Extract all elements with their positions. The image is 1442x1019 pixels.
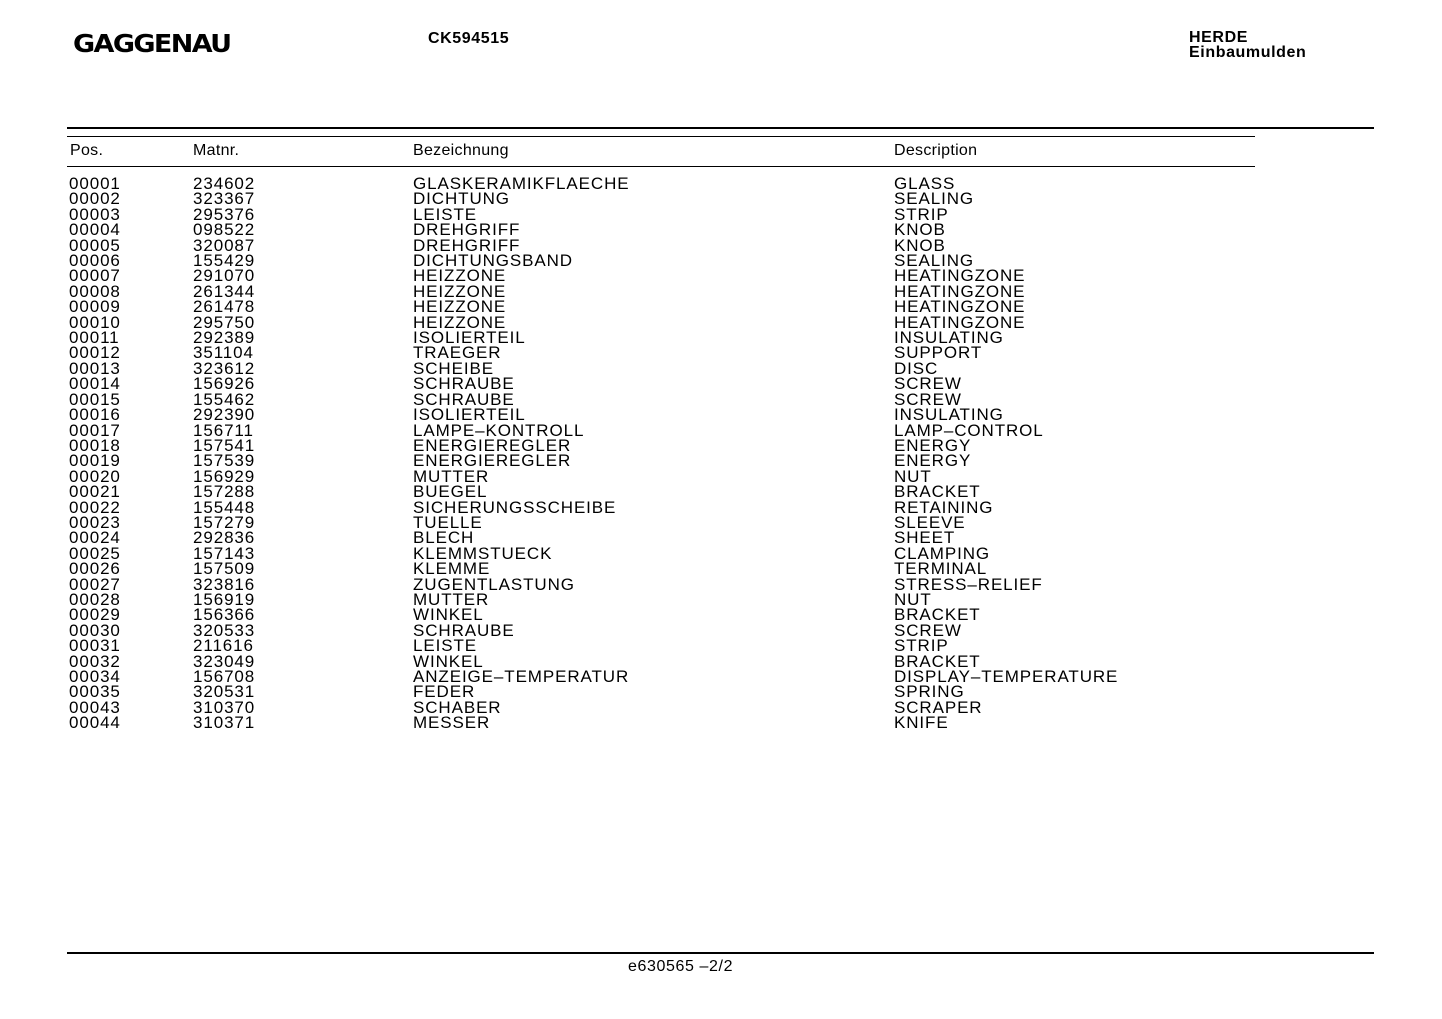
column-header-pos: Pos. <box>70 142 104 159</box>
matnr-cell: 310370 <box>193 697 256 717</box>
description-cell: BRACKET <box>894 605 981 625</box>
description-cell: LAMP–CONTROL <box>894 420 1044 440</box>
pos-cell: 00015 <box>69 389 121 409</box>
matnr-cell: 310371 <box>193 713 256 733</box>
matnr-cell: 323049 <box>193 651 256 671</box>
bezeichnung-cell: DICHTUNGSBAND <box>413 251 573 271</box>
matnr-cell: 291070 <box>193 266 256 286</box>
bezeichnung-cell: SCHEIBE <box>413 358 494 378</box>
description-cell: HEATINGZONE <box>894 297 1026 317</box>
pos-cell: 00016 <box>69 405 121 425</box>
bezeichnung-cell: SICHERUNGSSCHEIBE <box>413 497 617 517</box>
model-number: CK594515 <box>428 30 510 47</box>
description-cell: NUT <box>894 466 932 486</box>
matnr-cell: 157509 <box>193 559 256 579</box>
category <box>1189 30 1306 60</box>
description-cell: DISC <box>894 358 939 378</box>
bezeichnung-cell: SCHRAUBE <box>413 620 515 640</box>
pos-cell: 00003 <box>69 204 121 224</box>
pos-cell: 00027 <box>69 574 121 594</box>
bezeichnung-cell: HEIZZONE <box>413 281 507 301</box>
matnr-cell: 351104 <box>193 343 254 363</box>
bezeichnung-cell: ANZEIGE–TEMPERATUR <box>413 667 630 686</box>
pos-cell: 00001 <box>69 174 121 193</box>
bezeichnung-cell: DREHGRIFF <box>413 235 521 255</box>
matnr-cell: 156708 <box>193 667 256 686</box>
bezeichnung-cell: ENERGIEREGLER <box>413 451 572 471</box>
matnr-cell: 155448 <box>193 497 256 517</box>
pos-cell: 00025 <box>69 543 121 563</box>
description-cell: SPRING <box>894 682 965 702</box>
bezeichnung-cell: HEIZZONE <box>413 297 507 317</box>
matnr-cell: 295750 <box>193 312 256 332</box>
description-cell: NUT <box>894 589 932 609</box>
description-cell: SUPPORT <box>894 343 983 363</box>
pos-cell: 00017 <box>69 420 121 440</box>
bezeichnung-cell: HEIZZONE <box>413 312 507 332</box>
description-cell: SCREW <box>894 389 962 409</box>
pos-cell: 00010 <box>69 312 121 332</box>
description-cell: HEATINGZONE <box>894 312 1026 332</box>
bezeichnung-cell: WINKEL <box>413 651 484 671</box>
description-cell: ENERGY <box>894 451 972 471</box>
description-cell: SLEEVE <box>894 512 966 532</box>
bezeichnung-cell: TRAEGER <box>413 343 502 363</box>
bezeichnung-cell: SCHABER <box>413 697 502 717</box>
bottom-rule <box>67 952 1374 954</box>
description-cell: HEATINGZONE <box>894 281 1026 301</box>
matnr-cell: 157143 <box>193 543 256 563</box>
description-cell: CLAMPING <box>894 543 990 563</box>
matnr-cell: 157288 <box>193 482 256 502</box>
bezeichnung-cell: ZUGENTLASTUNG <box>413 574 575 594</box>
bezeichnung-cell: TUELLE <box>413 512 483 532</box>
matnr-cell: 292390 <box>193 405 256 425</box>
pos-cell: 00026 <box>69 559 121 579</box>
pos-cell: 00044 <box>69 713 121 733</box>
bezeichnung-cell: ISOLIERTEIL <box>413 405 526 425</box>
description-cell: INSULATING <box>894 328 1004 348</box>
table-header-top-rule <box>67 136 1255 137</box>
description-cell: ENERGY <box>894 435 972 455</box>
bezeichnung-cell: BUEGEL <box>413 482 488 502</box>
column-header-matnr: Matnr. <box>193 142 240 159</box>
column-header-description: Description <box>894 142 978 159</box>
pos-cell: 00030 <box>69 620 121 640</box>
parts-table-body <box>0 176 1442 731</box>
bezeichnung-cell: MUTTER <box>413 466 490 486</box>
description-cell: SHEET <box>894 528 956 548</box>
pos-cell: 00029 <box>69 605 121 625</box>
description-cell: SCREW <box>894 374 962 394</box>
matnr-cell: 292389 <box>193 328 256 348</box>
description-cell: INSULATING <box>894 405 1004 425</box>
description-cell: STRIP <box>894 636 949 656</box>
pos-cell: 00014 <box>69 374 121 394</box>
matnr-cell: 320531 <box>193 682 256 702</box>
bezeichnung-cell: LEISTE <box>413 636 477 656</box>
matnr-cell: 261478 <box>193 297 256 317</box>
pos-cell: 00018 <box>69 435 121 455</box>
matnr-cell: 157539 <box>193 451 256 471</box>
pos-cell: 00013 <box>69 358 121 378</box>
description-cell: SCRAPER <box>894 697 983 717</box>
matnr-cell: 323612 <box>193 358 256 378</box>
table-header-bottom-rule <box>67 166 1255 167</box>
column-header-bezeichnung: Bezeichnung <box>413 142 509 159</box>
pos-cell: 00034 <box>69 667 121 686</box>
pos-cell: 00020 <box>69 466 121 486</box>
table-row <box>0 713 1442 733</box>
matnr-cell: 098522 <box>193 220 256 240</box>
category-line-1: HERDE <box>1189 29 1249 46</box>
description-cell: BRACKET <box>894 651 981 671</box>
brand-logo: GAGGENAU <box>73 29 231 58</box>
top-rule <box>67 127 1374 129</box>
matnr-cell: 156366 <box>193 605 256 625</box>
bezeichnung-cell: FEDER <box>413 682 476 702</box>
pos-cell: 00031 <box>69 636 121 656</box>
pos-cell: 00023 <box>69 512 121 532</box>
matnr-cell: 156926 <box>193 374 256 394</box>
pos-cell: 00028 <box>69 589 121 609</box>
bezeichnung-cell: LEISTE <box>413 204 477 224</box>
bezeichnung-cell: SCHRAUBE <box>413 389 515 409</box>
pos-cell: 00032 <box>69 651 121 671</box>
pos-cell: 00012 <box>69 343 121 363</box>
bezeichnung-cell: SCHRAUBE <box>413 374 515 394</box>
bezeichnung-cell: DREHGRIFF <box>413 220 521 240</box>
matnr-cell: 323816 <box>193 574 256 594</box>
description-cell: STRESS–RELIEF <box>894 574 1043 594</box>
matnr-cell: 156711 <box>193 420 254 440</box>
bezeichnung-cell: MESSER <box>413 713 491 733</box>
matnr-cell: 292836 <box>193 528 256 548</box>
category-line-2: Einbaumulden <box>1189 44 1307 61</box>
description-cell: STRIP <box>894 204 949 224</box>
description-cell: SEALING <box>894 251 974 271</box>
bezeichnung-cell: KLEMME <box>413 559 491 579</box>
description-cell: SCREW <box>894 620 962 640</box>
description-cell: HEATINGZONE <box>894 266 1026 286</box>
pos-cell: 00007 <box>69 266 121 286</box>
matnr-cell: 320087 <box>193 235 256 255</box>
matnr-cell: 261344 <box>193 281 256 301</box>
pos-cell: 00043 <box>69 697 121 717</box>
matnr-cell: 156919 <box>193 589 256 609</box>
pos-cell: 00024 <box>69 528 121 548</box>
pos-cell: 00005 <box>69 235 121 255</box>
matnr-cell: 157541 <box>193 435 256 455</box>
matnr-cell: 155462 <box>193 389 256 409</box>
pos-cell: 00021 <box>69 482 121 502</box>
bezeichnung-cell: WINKEL <box>413 605 484 625</box>
description-cell: KNIFE <box>894 713 949 733</box>
matnr-cell: 320533 <box>193 620 256 640</box>
bezeichnung-cell: BLECH <box>413 528 475 548</box>
matnr-cell: 295376 <box>193 204 256 224</box>
description-cell: RETAINING <box>894 497 994 517</box>
bezeichnung-cell: ENERGIEREGLER <box>413 435 572 455</box>
pos-cell: 00009 <box>69 297 121 317</box>
pos-cell: 00019 <box>69 451 121 471</box>
matnr-cell: 157279 <box>193 512 256 532</box>
pos-cell: 00011 <box>69 328 120 348</box>
matnr-cell: 155429 <box>193 251 256 271</box>
description-cell: KNOB <box>894 220 946 240</box>
bezeichnung-cell: GLASKERAMIKFLAECHE <box>413 174 630 193</box>
bezeichnung-cell: HEIZZONE <box>413 266 507 286</box>
description-cell: GLASS <box>894 174 956 193</box>
matnr-cell: 156929 <box>193 466 256 486</box>
description-cell: DISPLAY–TEMPERATURE <box>894 667 1119 686</box>
matnr-cell: 234602 <box>193 174 256 193</box>
pos-cell: 00004 <box>69 220 121 240</box>
pos-cell: 00008 <box>69 281 121 301</box>
description-cell: TERMINAL <box>894 559 988 579</box>
document-reference: e630565 –2/2 <box>628 958 734 975</box>
description-cell: SEALING <box>894 189 974 209</box>
pos-cell: 00035 <box>69 682 121 702</box>
matnr-cell: 211616 <box>193 636 254 656</box>
bezeichnung-cell: LAMPE–KONTROLL <box>413 420 585 440</box>
bezeichnung-cell: ISOLIERTEIL <box>413 328 526 348</box>
pos-cell: 00006 <box>69 251 121 271</box>
pos-cell: 00022 <box>69 497 121 517</box>
description-cell: BRACKET <box>894 482 981 502</box>
bezeichnung-cell: DICHTUNG <box>413 189 510 209</box>
matnr-cell: 323367 <box>193 189 256 209</box>
description-cell: KNOB <box>894 235 946 255</box>
pos-cell: 00002 <box>69 189 121 209</box>
bezeichnung-cell: KLEMMSTUECK <box>413 543 553 563</box>
bezeichnung-cell: MUTTER <box>413 589 490 609</box>
